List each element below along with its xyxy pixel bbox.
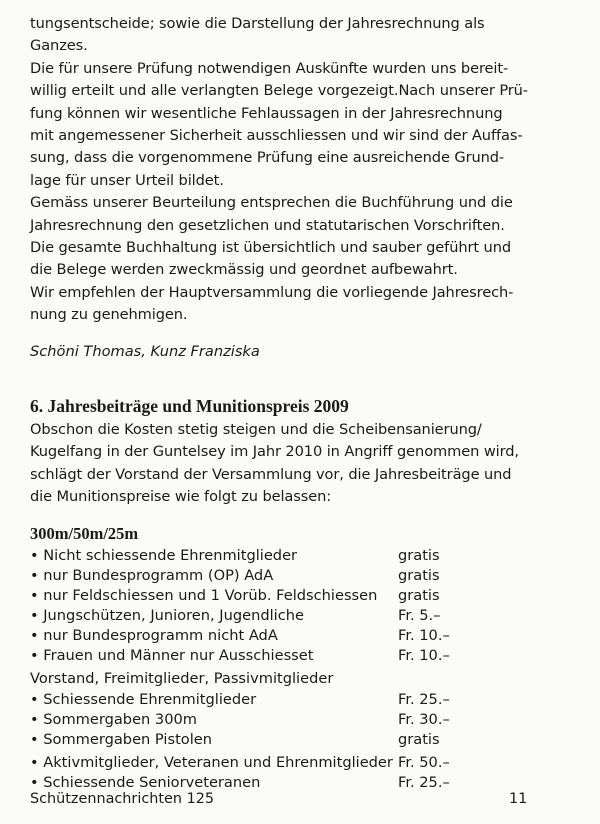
fee-value: gratis: [398, 567, 440, 585]
text-line: Wir empfehlen der Hauptversammlung die vorliegende Jahresrech-: [30, 283, 514, 301]
intro-paragraph-4: [30, 237, 530, 282]
fee-row: [30, 605, 530, 625]
fee-value: Fr. 25.–: [398, 691, 450, 709]
fee-label: • nur Bundesprogramm nicht AdA: [30, 627, 278, 645]
fee-label: • Jungschützen, Junioren, Jugendliche: [30, 607, 304, 625]
fee-label: • Nicht schiessende Ehrenmitglieder: [30, 547, 298, 565]
fee-value: Fr. 50.–: [398, 754, 450, 772]
fee-label: • Schiessende Seniorveteranen: [30, 774, 261, 792]
text-line: die Munitionspreise wie folgt zu belassen:: [30, 487, 332, 505]
fee-value: gratis: [398, 587, 440, 605]
fee-row: [30, 772, 530, 792]
fee-value: Fr. 30.–: [398, 711, 450, 729]
text-line: lage für unser Urteil bildet.: [30, 171, 224, 189]
fee-value: Fr. 5.–: [398, 607, 441, 625]
text-line: fung können wir wesentliche Fehlaussagen in der Jahresrechnung: [30, 104, 503, 122]
text-line: willig erteilt und alle verlangten Belege vorgezeigt.Nach unserer Prü-: [30, 82, 528, 100]
fee-value: Fr. 25.–: [398, 774, 450, 792]
text-line: schlägt der Vorstand der Versammlung vor, die Jahresbeiträge und: [30, 465, 512, 483]
text-line: Ganzes.: [30, 37, 88, 55]
text-line: Kugelfang in der Guntelsey im Jahr 2010 in Angriff genommen wird,: [30, 443, 519, 461]
fee-label: • nur Bundesprogramm (OP) AdA: [30, 567, 274, 585]
text-line: die Belege werden zweckmässig und geordnet aufbewahrt.: [30, 261, 458, 279]
text-line: nung zu genehmigen.: [30, 306, 188, 324]
fee-list: [30, 545, 530, 792]
fee-label: • Frauen und Männer nur Ausschiesset: [30, 647, 314, 665]
intro-paragraph-2: [30, 58, 530, 192]
text-line: Jahresrechnung den gesetzlichen und statutarischen Vorschriften.: [30, 216, 505, 234]
fee-value: gratis: [398, 731, 440, 749]
fee-row: [30, 729, 530, 749]
fee-label: • Sommergaben Pistolen: [30, 731, 213, 749]
intro-paragraph-5: [30, 282, 530, 327]
fee-label: • Aktivmitglieder, Veteranen und Ehrenmitglieder: [30, 754, 393, 772]
text-line: mit angemessener Sicherheit ausschliessen und wir sind der Auffas-: [30, 127, 523, 145]
text-line: Gemäss unserer Beurteilung entsprechen die Buchführung und die: [30, 194, 513, 212]
fee-row: [30, 565, 530, 585]
fee-label: • Schiessende Ehrenmitglieder: [30, 691, 257, 709]
intro-paragraph-1: [30, 13, 530, 58]
fee-row: [30, 709, 530, 729]
fee-value: gratis: [398, 547, 440, 565]
section-heading: 6. Jahresbeiträge und Munitionspreis 2009: [30, 395, 349, 416]
fee-row: [30, 689, 530, 709]
fee-row: [30, 545, 530, 565]
fee-label: • Sommergaben 300m: [30, 711, 198, 729]
fee-row: [30, 625, 530, 645]
fee-value: Fr. 10.–: [398, 647, 450, 665]
fee-row: [30, 752, 530, 772]
text-line: tungsentscheide; sowie die Darstellung der Jahresrechnung als: [30, 15, 485, 32]
text-line: Obschon die Kosten stetig steigen und die Scheibensanierung/: [30, 420, 482, 438]
fee-row: [30, 585, 530, 605]
page-number: 11: [509, 791, 528, 807]
fee-group-label: Vorstand, Freimitglieder, Passivmitglieder: [30, 670, 334, 688]
text-line: Die für unsere Prüfung notwendigen Auskünfte wurden uns bereit-: [30, 59, 509, 77]
intro-paragraph-3: [30, 192, 530, 237]
fee-value: Fr. 10.–: [398, 627, 450, 645]
fee-row: [30, 645, 530, 665]
document-page: [30, 0, 530, 792]
text-line: Die gesamte Buchhaltung ist übersichtlich und sauber geführt und: [30, 239, 512, 257]
text-line: sung, dass die vorgenommene Prüfung eine ausreichende Grund-: [30, 149, 505, 167]
footer-publication: Schützennachrichten 125: [30, 791, 215, 807]
signature: Schöni Thomas, Kunz Franziska: [30, 342, 260, 360]
fee-label: • nur Feldschiessen und 1 Vorüb. Feldschiessen: [30, 587, 378, 605]
section-intro: [30, 419, 530, 509]
fee-subheading: 300m/50m/25m: [30, 524, 139, 544]
